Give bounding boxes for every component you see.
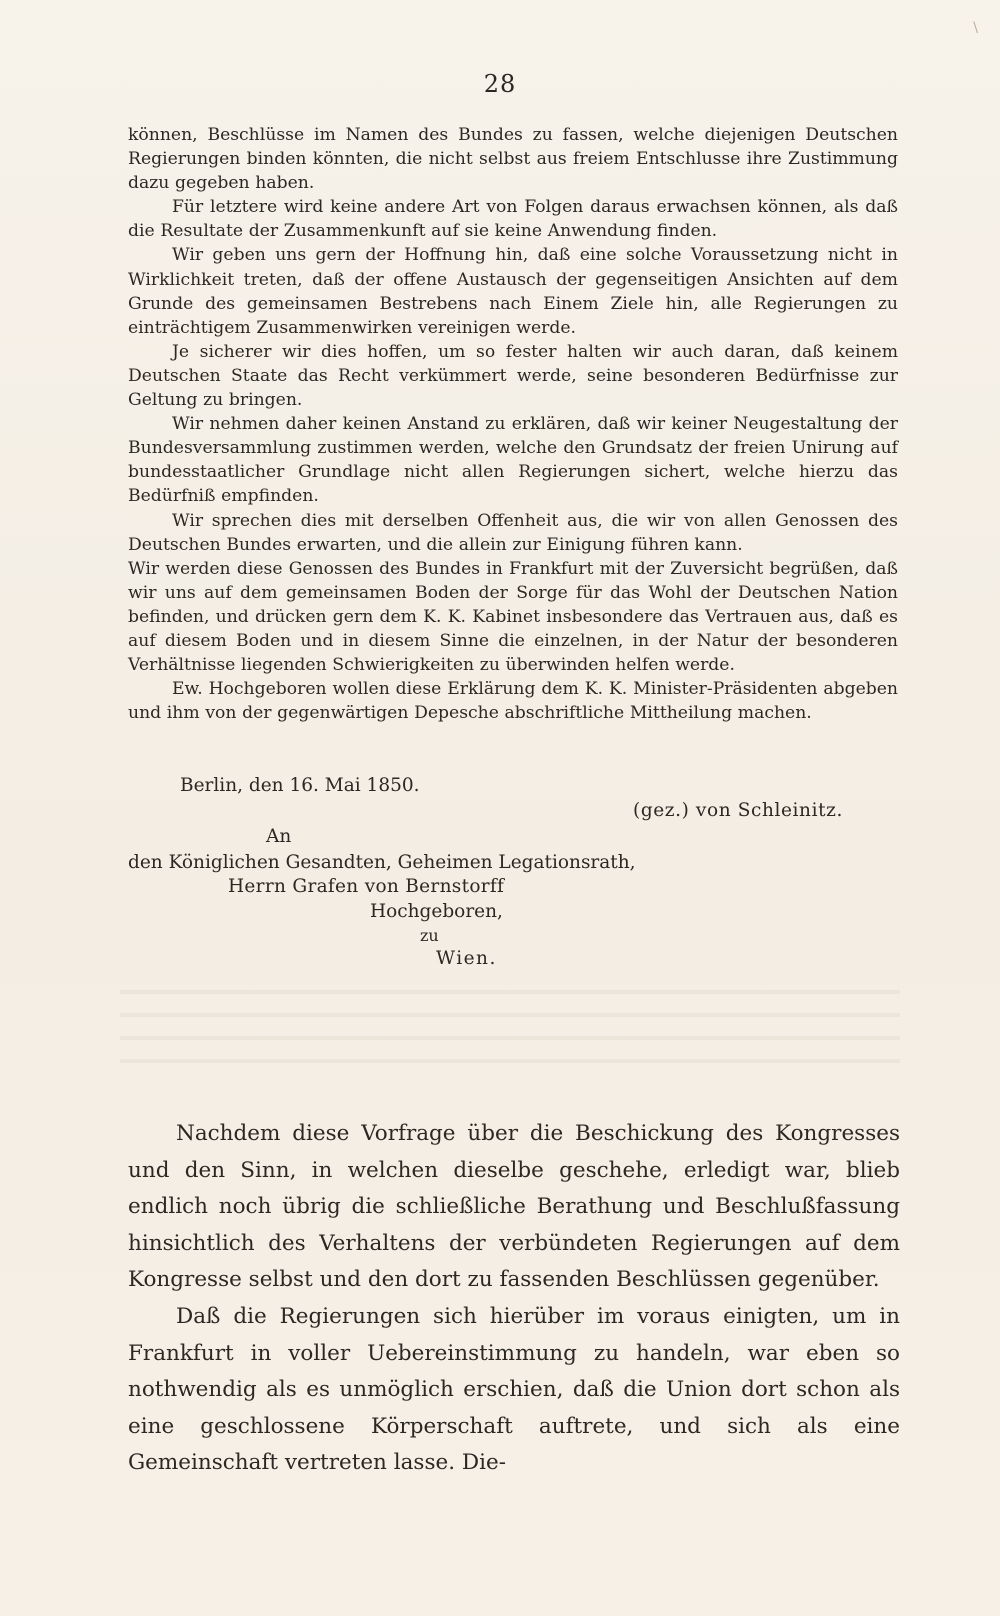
letter-paragraph: Je sicherer wir dies hoffen, um so fester halten wir auch daran, daß keinem Deutschen Staate das Recht verkümmert werde, seine besonderen Bedürfnisse zur Geltung zu bringen. (128, 341, 898, 411)
margin-mark: \ (973, 20, 978, 36)
letter-body (128, 123, 898, 725)
letter-paragraph: Für letztere wird keine andere Art von Folgen daraus erwachsen können, als daß die Resultate der Zusammenkunft auf sie keine Anwendung finden. (128, 197, 898, 242)
letter-paragraph: Wir sprechen dies mit derselben Offenheit aus, die wir von allen Genossen des Deutschen Bundes erwarten, und die allein zur Einigung führen kann. (128, 510, 898, 555)
address-line-an: An (266, 826, 292, 847)
narrative-paragraph: Daß die Regierungen sich hierüber im voraus einigten, um in Frankfurt in voller Uebereinstimmung zu handeln, war eben so nothwendig als es unmöglich erschien, daß die Union dort schon als eine geschlossene Körperschaft auftrete, und sich als eine Gemeinschaft vertreten lasse. Die- (128, 1303, 900, 1476)
letter-paragraph: können, Beschlüsse im Namen des Bundes zu fassen, welche diejenigen Deutschen Regierungen binden könnten, die nicht selbst aus freiem Entschlusse ihre Zustimmung dazu gegeben haben. (128, 125, 898, 194)
show-through-shadow (120, 990, 900, 1080)
letter-paragraph: Wir werden diese Genossen des Bundes in Frankfurt mit der Zuversicht begrüßen, daß wir uns auf dem gemeinsamen Boden der Sorge für das Wohl der Deutschen Nation befinden, und drücken gern dem K. K. Kabinet insbesondere das Vertrauen aus, daß es auf diesem Boden und in diesem Sinne die einzelnen, in der Natur der besonderen Verhältnisse liegenden Schwierigkeiten zu überwinden helfen werde. (128, 558, 898, 676)
address-recipient-name: Herrn Grafen von Bernstorff (228, 876, 505, 897)
letter-paragraph: Wir geben uns gern der Hoffnung hin, daß eine solche Voraussetzung nicht in Wirklichkeit treten, daß der offene Austausch der gegenseitigen Ansichten auf dem Grunde des gemeinsamen Bestrebens nach Einem Ziele hin, alle Regierungen zu einträchtigem Zusammenwirken vereinigen werde. (128, 245, 898, 338)
page-number: 28 (483, 70, 517, 98)
narrative-body (128, 1116, 900, 1482)
address-preposition: zu (420, 926, 439, 945)
signature: (gez.) von Schleinitz. (633, 800, 843, 821)
address-honorific: Hochgeboren, (370, 901, 503, 922)
narrative-paragraph: Nachdem diese Vorfrage über die Beschickung des Kongresses und den Sinn, in welchen dieselbe geschehe, erledigt war, blieb endlich noch übrig die schließliche Berathung und Beschlußfassung hinsichtlich des Verhaltens der verbündeten Regierungen auf dem Kongresse selbst und den dort zu fassenden Beschlüssen gegenüber. (128, 1121, 900, 1293)
letter-paragraph: Wir nehmen daher keinen Anstand zu erklären, daß wir keiner Neugestaltung der Bundesversammlung zustimmen werden, welche den Grundsatz der freien Unirung auf bundesstaatlicher Grundlage nicht allen Regierungen sichert, welche hierzu das Bedürfniß empfinden. (128, 414, 898, 507)
address-recipient-title: den Königlichen Gesandten, Geheimen Legationsrath, (128, 852, 636, 873)
address-city: Wien. (436, 948, 497, 969)
letter-paragraph: Ew. Hochgeboren wollen diese Erklärung dem K. K. Minister-Präsidenten abgeben und ihm von der gegenwärtigen Depesche abschriftliche Mittheilung machen. (128, 679, 898, 724)
date-line: Berlin, den 16. Mai 1850. (180, 775, 420, 796)
